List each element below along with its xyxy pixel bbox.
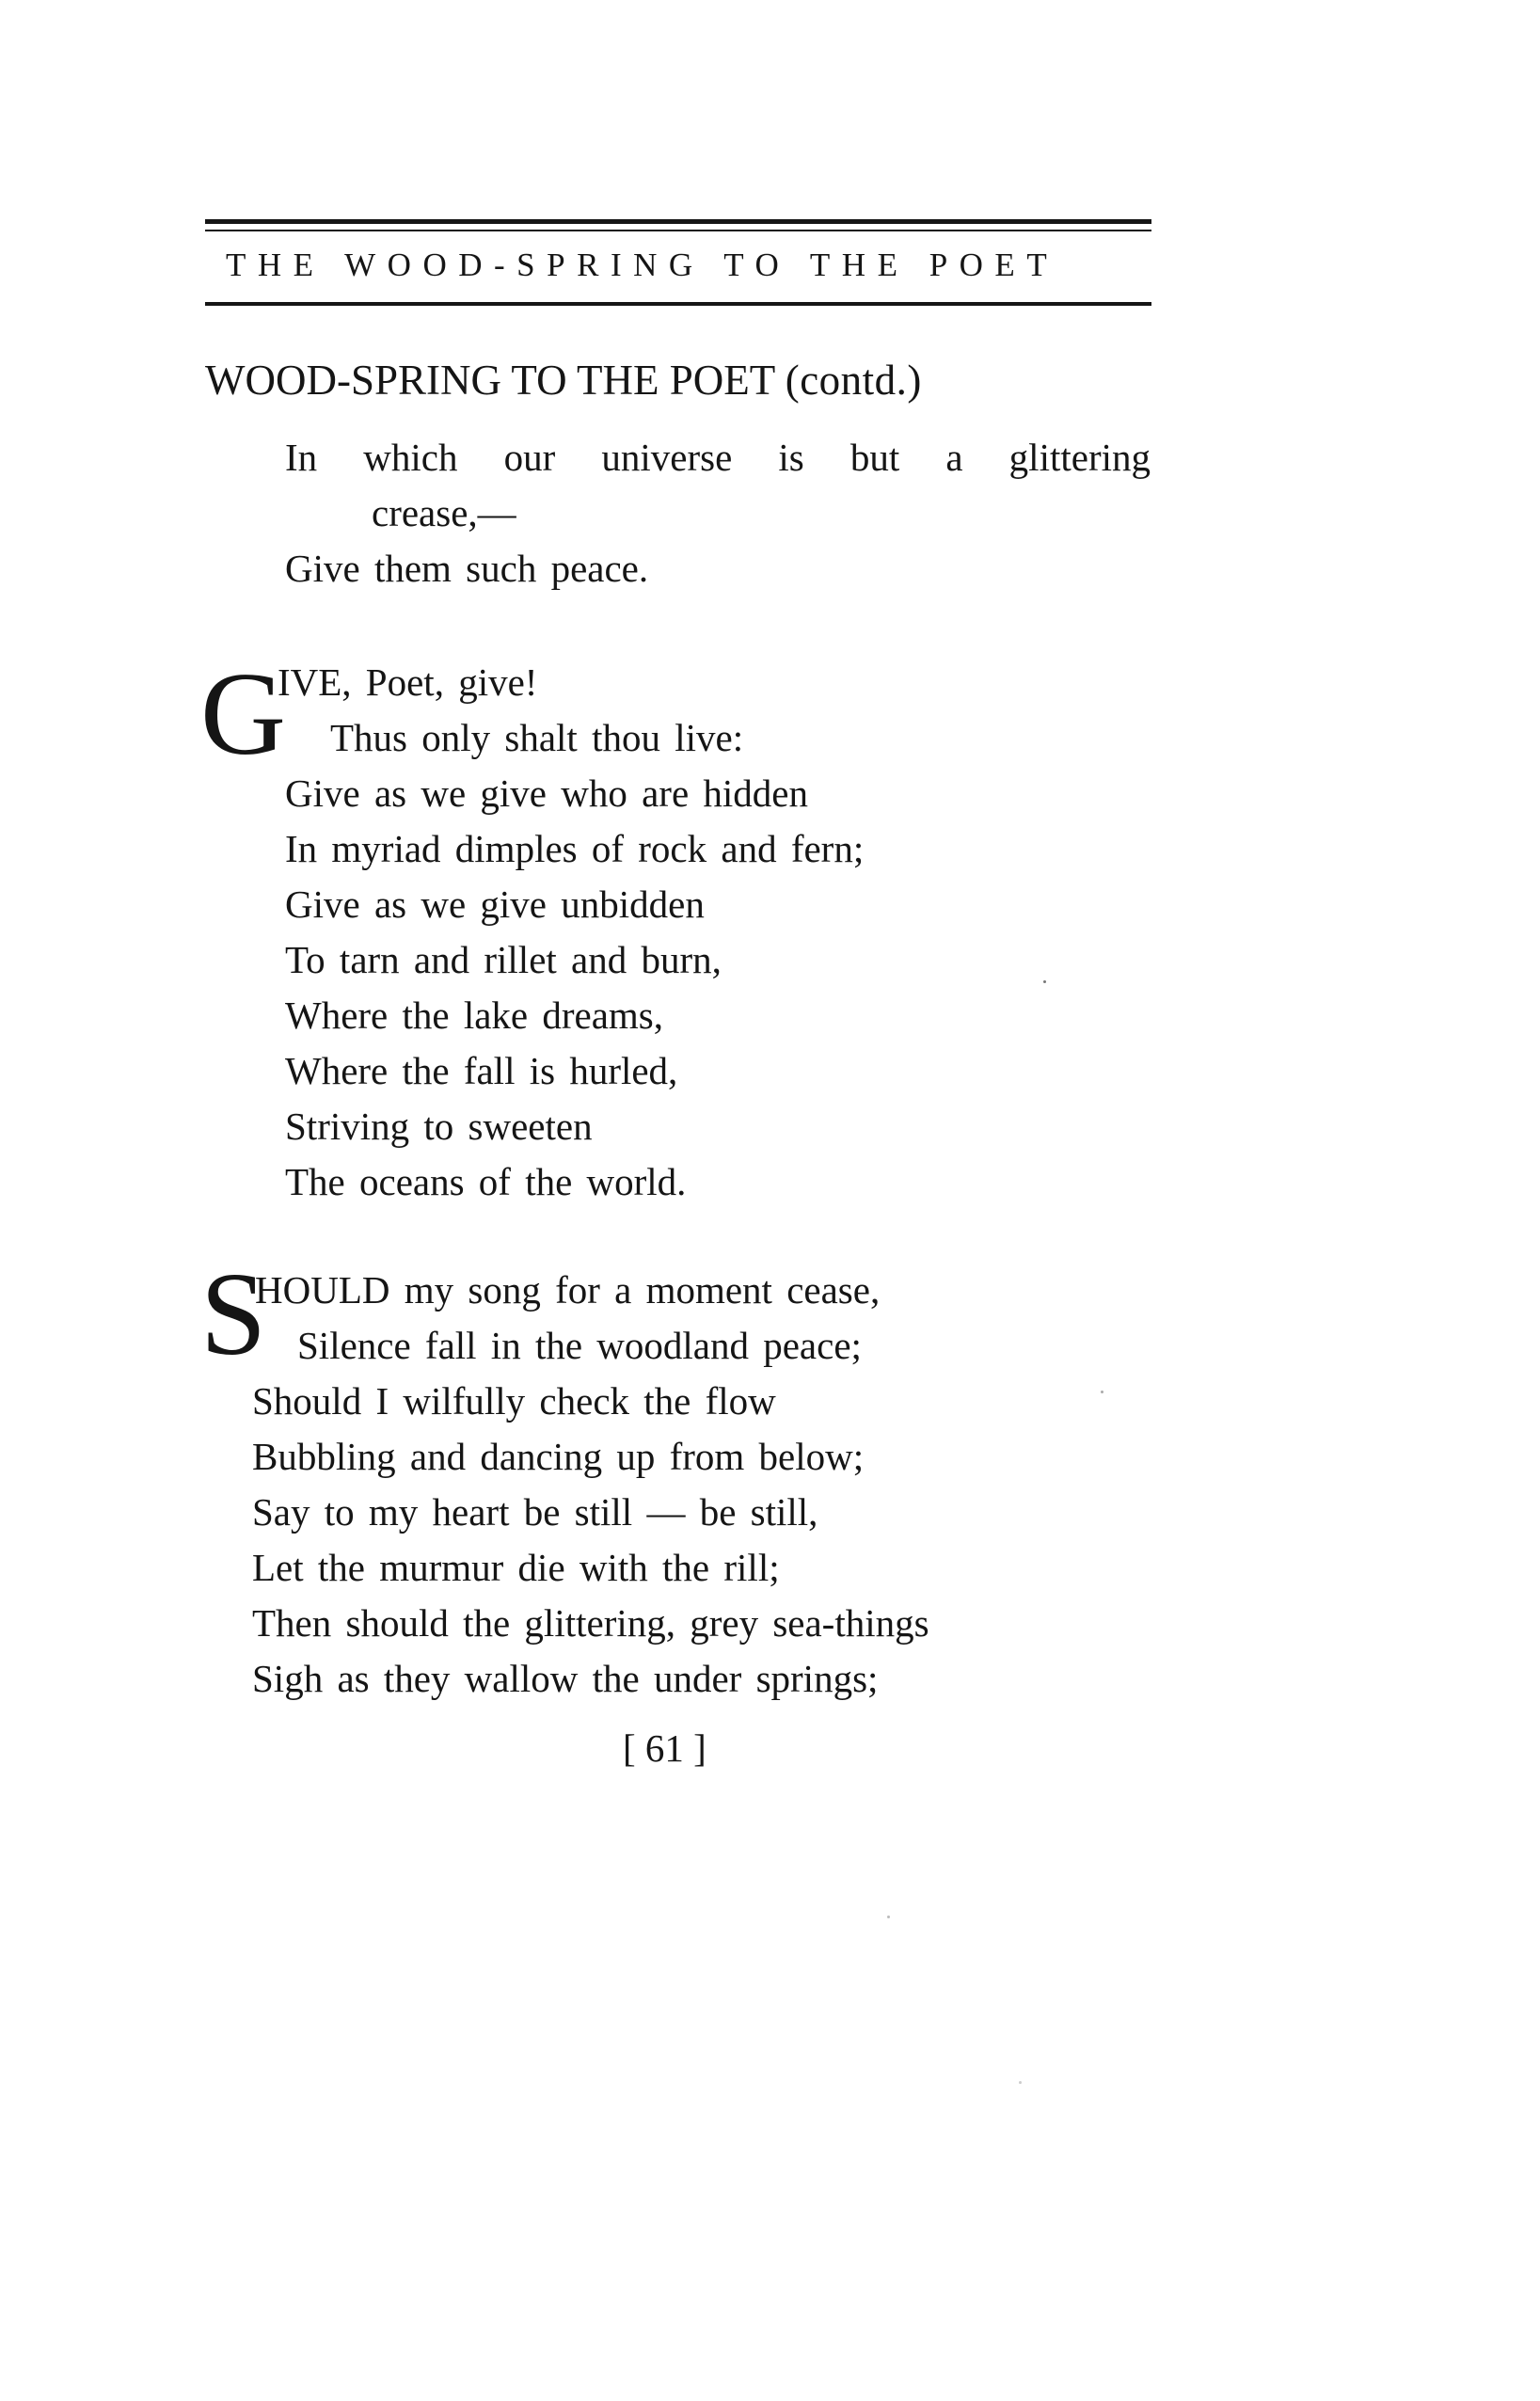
verse-line: HOULD my song for a moment cease, [255,1268,881,1312]
drop-cap-s: S [200,1249,267,1380]
page-number: [ 61 ] [623,1726,706,1770]
verse-line: Give them such peace. [285,547,649,590]
title-main: WOOD-SPRING TO THE POET [205,357,775,404]
scan-speck [887,1916,890,1918]
verse-line: Let the murmur die with the rill; [252,1546,780,1589]
verse-line: Where the lake dreams, [285,994,664,1037]
verse-line: Give as we give who are hidden [285,771,808,815]
poem-title [205,354,922,406]
verse-line: Say to my heart be still — be still, [252,1490,818,1534]
verse-line: To tarn and rillet and burn, [285,938,722,981]
verse-line: Should I wilfully check the flow [252,1379,776,1423]
verse-line: crease,— [372,491,516,534]
title-contd: (contd.) [785,357,922,404]
verse-line: Give as we give unbidden [285,882,705,926]
verse-line: In which our universe is but a glittering [285,436,1151,479]
header-rule-top-thin [205,230,1151,231]
verse-line: Thus only shalt thou live: [330,716,744,759]
verse-line: The oceans of the world. [285,1160,687,1203]
verse-line: In myriad dimples of rock and fern; [285,827,865,870]
verse-line: Sigh as they wallow the under springs; [252,1657,879,1700]
verse-line: Striving to sweeten [285,1105,593,1148]
drop-cap-g: G [200,649,286,780]
scan-speck [1019,2081,1022,2084]
running-head: THE WOOD-SPRING TO THE POET [226,246,1059,283]
verse-line: Bubbling and dancing up from below; [252,1435,865,1478]
verse-line: Then should the glittering, grey sea-things [252,1601,929,1645]
verse-line: Silence fall in the woodland peace; [297,1324,862,1367]
header-rule-bottom [205,302,1151,306]
scan-speck [1101,1391,1103,1393]
verse-line: IVE, Poet, give! [278,660,538,704]
header-rule-top-thick [205,219,1151,224]
scan-speck [1043,980,1046,983]
verse-line: Where the fall is hurled, [285,1049,678,1092]
